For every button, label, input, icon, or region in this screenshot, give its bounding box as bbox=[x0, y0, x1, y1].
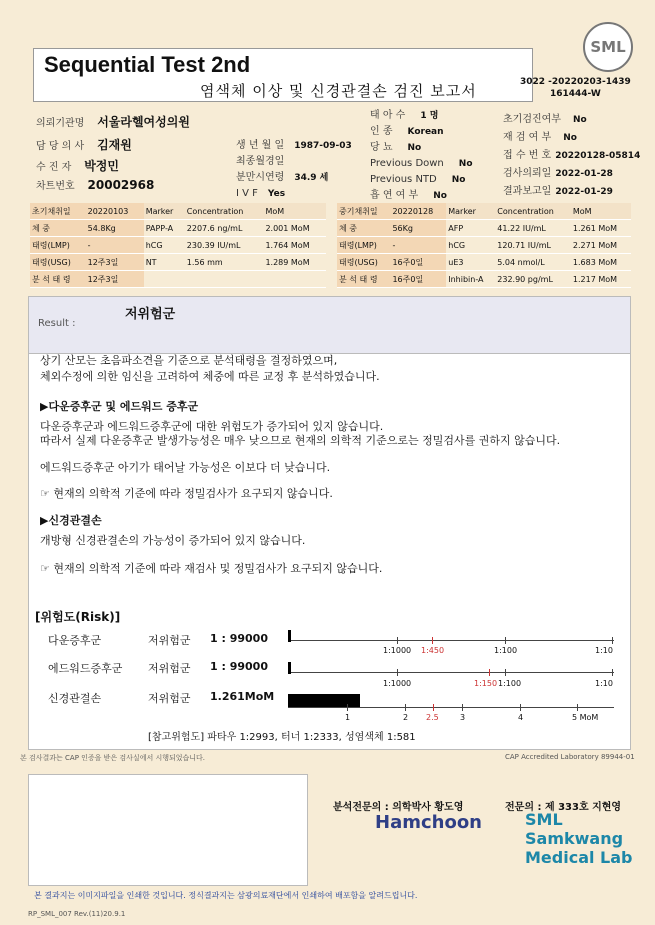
ntd-scale-2: 2 bbox=[403, 713, 409, 722]
patient-row: 수 진 자 박정민 bbox=[36, 159, 119, 173]
ntd-tick-1 bbox=[347, 704, 348, 711]
down-risk-scale bbox=[288, 640, 614, 641]
signature-left: 분석전문의 : 의학박사 황도영 bbox=[333, 802, 464, 813]
pregnancy-details: 태 아 수 1 명 인 종 Korean 당 뇨 No Previous Down No Previous NTD No 흡 연 여 부 No bbox=[370, 110, 473, 201]
ntd-risk-scale bbox=[288, 707, 614, 708]
ntd-tick-3 bbox=[462, 704, 463, 711]
doctor-row: 담 당 의 사 김재원 bbox=[36, 138, 132, 152]
notes-box bbox=[28, 774, 308, 886]
ntd-text: 개방형 신경관결손의 가능성이 증가되어 있지 않습니다. bbox=[40, 534, 306, 547]
risk-title: [위험도(Risk)] bbox=[35, 610, 121, 624]
analysis-text-1: 상기 산모는 초음파소견을 기준으로 분석태령을 결정하였으며, bbox=[40, 354, 338, 367]
risk-row-ntd-level: 저위험군 bbox=[148, 692, 191, 705]
report-subtitle: 염색체 이상 및 신경관결손 검진 보고서 bbox=[200, 82, 477, 100]
edward-tick-2 bbox=[505, 669, 506, 676]
ntd-tick-5 bbox=[577, 704, 578, 711]
ntd-recommend: ☞ 현재의 의학적 기준에 따라 재검사 및 정밀검사가 요구되지 않습니다. bbox=[40, 562, 383, 575]
down-scale-2: 1:100 bbox=[494, 646, 518, 655]
ntd-scale-3: 3 bbox=[460, 713, 466, 722]
sml-logo: SML bbox=[583, 22, 633, 72]
risk-row-down-level: 저위험군 bbox=[148, 634, 191, 647]
analysis-text-2: 체외수정에 의한 임신을 고려하여 체중에 따른 교정 후 분석하였습니다. bbox=[40, 370, 380, 383]
ntd-scale-1: 1 bbox=[345, 713, 351, 722]
down-risk-marker bbox=[288, 630, 291, 642]
edward-text: 에드워드증후군 아기가 태어날 가능성은 이보다 더 낮습니다. bbox=[40, 461, 331, 474]
edward-scale-2: 1:100 bbox=[498, 679, 522, 688]
ntd-scale-4: 4 bbox=[518, 713, 524, 722]
edward-scale-1: 1:1000 bbox=[383, 679, 412, 688]
ntd-section-title: ▶신경관결손 bbox=[40, 514, 102, 527]
result-value: 저위험군 bbox=[125, 307, 176, 322]
chart-number-row: 차트번호 20002968 bbox=[36, 178, 155, 192]
samkwang-logo: SML Samkwang Medical Lab bbox=[525, 810, 633, 867]
edward-scale-3: 1:10 bbox=[595, 679, 613, 688]
second-test-table: 중기채취일 20220128 Marker Concentration MoM 체 중 56Kg AFP 41.22 IU/mL 1.261 MoM 태령(LMP) - hCG 120.71 IU/mL 2.271 MoM 태령(USG) 16주0일 uE3 5.04 nmol/L 1.683 MoM 분 석 태 령 16주0일 Inhibin-A 232.90 pg/mL 1.217 MoM bbox=[337, 203, 631, 288]
risk-row-ntd-label: 신경관결손 bbox=[48, 692, 102, 705]
footer-version: RP_SML_007 Rev.(11)20.9.1 bbox=[28, 910, 126, 918]
report-title: Sequential Test 2nd bbox=[44, 52, 251, 77]
disclaimer-right: CAP Accredited Laboratory 89944-01 bbox=[505, 753, 635, 761]
risk-row-edward-level: 저위험군 bbox=[148, 662, 191, 675]
ntd-cutoff-tick bbox=[433, 704, 434, 711]
result-label: Result : bbox=[38, 318, 76, 329]
hospital-row: 의뢰기관명 서울라헬여성의원 bbox=[36, 115, 190, 129]
reference-risk: [참고위험도] 파타우 1:2993, 터너 1:2333, 성염색체 1:581 bbox=[148, 732, 416, 743]
signature-right: 전문의 : 제 333호 지현영 bbox=[505, 802, 622, 813]
ntd-scale-cutoff: 2.5 bbox=[426, 713, 439, 722]
down-scale-cutoff: 1:450 bbox=[421, 646, 445, 655]
down-recommend: ☞ 현재의 의학적 기준에 따라 정밀검사가 요구되지 않습니다. bbox=[40, 487, 333, 500]
report-status: 초기검진여부 No 재 검 여 부 No 접 수 번 호 20220128-05814 검사의뢰일 2022-01-28 결과보고일 2022-01-29 bbox=[503, 114, 641, 197]
risk-row-ntd-value: 1.261MoM bbox=[210, 690, 275, 703]
first-test-table: 초기채취일 20220103 Marker Concentration MoM 체 중 54.8Kg PAPP-A 2207.6 ng/mL 2.001 MoM 태령(LMP) - hCG 230.39 IU/mL 1.764 MoM 태령(USG) 12주3일 NT 1.56 mm 1.289 MoM 분 석 태 령 12주3일 bbox=[30, 203, 326, 288]
down-text-2: 따라서 실제 다운증후군 발생가능성은 매우 낮으므로 현재의 의학적 기준으로는 정밀검사를 권하지 않습니다. bbox=[40, 434, 561, 447]
edward-scale-cutoff: 1:150 bbox=[474, 679, 498, 688]
footer-notice: 본 결과지는 이미지파일을 인쇄한 것입니다. 정식결과지는 삼광의료재단에서 인쇄하여 배포함을 알려드립니다. bbox=[34, 891, 418, 900]
disclaimer-left: 본 검사결과는 CAP 인증을 받은 검사실에서 시행되었습니다. bbox=[20, 754, 205, 762]
risk-row-down-value: 1 : 99000 bbox=[210, 632, 268, 645]
ntd-tick-2 bbox=[405, 704, 406, 711]
patient-details: 생 년 월 일 1987-09-03 최종월경일 분만시연령 34.9 세 I V F Yes bbox=[236, 140, 352, 199]
edward-cutoff-tick bbox=[489, 669, 490, 676]
edward-tick-1 bbox=[397, 669, 398, 676]
down-tick-2 bbox=[505, 637, 506, 644]
down-cutoff-tick bbox=[432, 637, 433, 644]
ntd-mom-bar bbox=[288, 694, 360, 707]
result-header bbox=[28, 296, 631, 354]
down-section-title: ▶다운증후군 및 에드워드 증후군 bbox=[40, 400, 199, 413]
edward-tick-3 bbox=[612, 669, 613, 676]
down-text-1: 다운증후군과 에드워드증후군에 대한 위험도가 증가되어 있지 않습니다. bbox=[40, 420, 384, 433]
report-code: 3022 -20220203-1439 161444-W bbox=[520, 77, 631, 99]
risk-row-down-label: 다운증후군 bbox=[48, 634, 102, 647]
risk-row-edward-value: 1 : 99000 bbox=[210, 660, 268, 673]
risk-row-edward-label: 에드워드증후군 bbox=[48, 662, 123, 675]
hamchoon-logo: Hamchoon bbox=[375, 812, 482, 833]
ntd-scale-5: 5 MoM bbox=[572, 713, 599, 722]
ntd-tick-4 bbox=[520, 704, 521, 711]
down-scale-3: 1:10 bbox=[595, 646, 613, 655]
edward-risk-scale bbox=[288, 672, 614, 673]
down-tick-3 bbox=[612, 637, 613, 644]
edward-risk-marker bbox=[288, 662, 291, 674]
down-tick-1 bbox=[397, 637, 398, 644]
down-scale-1: 1:1000 bbox=[383, 646, 412, 655]
